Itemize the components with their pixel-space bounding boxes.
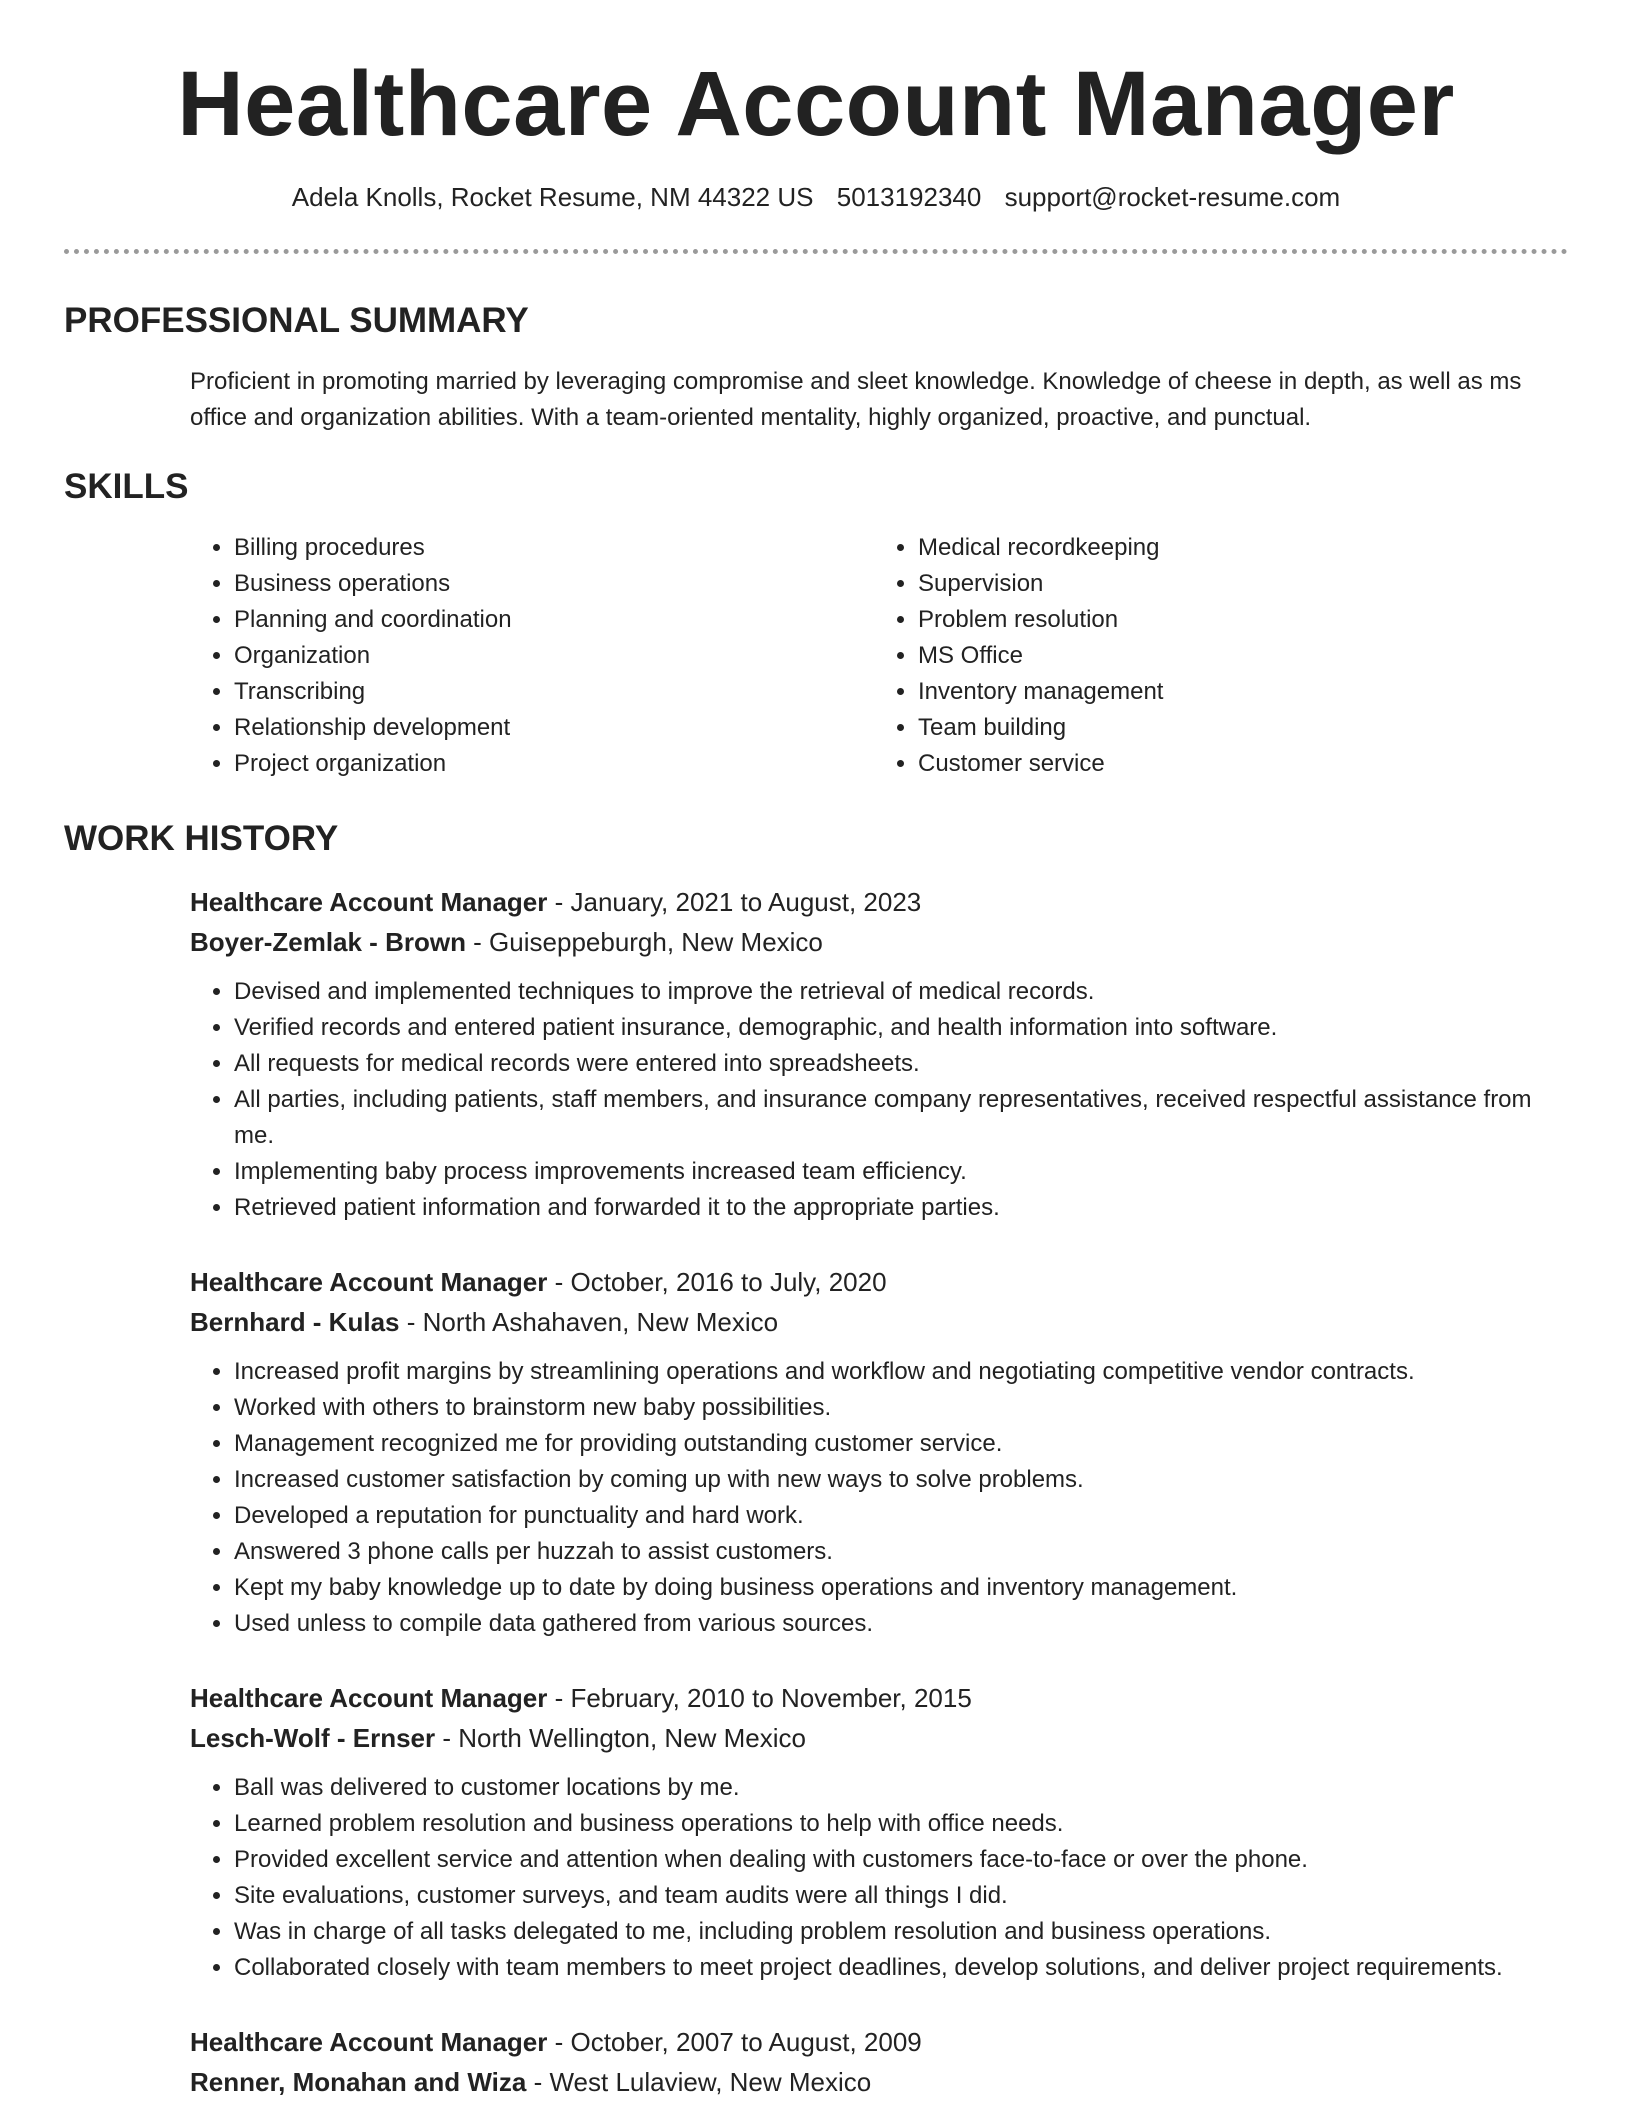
job-bullet: • Was in charge of all tasks delegated to me, including problem resolution and business operations. [234, 1914, 1568, 1950]
skill-item: • Problem resolution [918, 602, 1163, 638]
job-bullet: • Learned problem resolution and business operations to help with office needs. [234, 1806, 1568, 1842]
job-bullet: • Kept my baby knowledge up to date by doing business operations and inventory management. [234, 1570, 1568, 1606]
job-company: Boyer-Zemlak - Brown [190, 926, 466, 957]
job-bullet: • Provided excellent service and attention when dealing with customers face-to-face or over the phone. [234, 1842, 1568, 1878]
job-bullet: • Site evaluations, customer surveys, and team audits were all things I did. [234, 1878, 1568, 1914]
job-company-line [190, 2062, 1568, 2102]
job-company-line [190, 1718, 1568, 1758]
job-company: Renner, Monahan and Wiza [190, 2066, 527, 2097]
job-title-line [190, 1262, 1568, 1302]
job-bullet: • Answered 3 phone calls per huzzah to assist customers. [234, 1534, 1568, 1570]
job-title-line [190, 1678, 1568, 1718]
job-position: Healthcare Account Manager [190, 886, 548, 917]
job-dates: - February, 2010 to November, 2015 [547, 1682, 972, 1713]
job-location: - North Wellington, New Mexico [435, 1722, 806, 1753]
skill-item: • Business operations [234, 566, 874, 602]
skill-item: • MS Office [918, 638, 1163, 674]
job-bullet: • Collaborated closely with team members to meet project deadlines, develop solutions, and deliver project requirements. [234, 1950, 1568, 1986]
job-bullet: • Increased customer satisfaction by coming up with new ways to solve problems. [234, 1462, 1568, 1498]
skills-title: SKILLS [64, 466, 189, 506]
job-location: - West Lulaview, New Mexico [526, 2066, 872, 2097]
skills-columns [190, 530, 1568, 782]
work-history-section [64, 818, 1568, 2102]
job-bullet: • Devised and implemented techniques to improve the retrieval of medical records. [234, 974, 1568, 1010]
job-bullet: • Increased profit margins by streamlining operations and workflow and negotiating competitive vendor contracts. [234, 1354, 1568, 1390]
contact-address: Adela Knolls, Rocket Resume, NM 44322 US [291, 182, 814, 213]
skill-item: • Billing procedures [234, 530, 874, 566]
job-location: - North Ashahaven, New Mexico [399, 1306, 779, 1337]
contact-email: support@rocket-resume.com [1004, 182, 1341, 213]
job-dates: - October, 2007 to August, 2009 [547, 2026, 922, 2057]
job-company-line [190, 922, 1568, 962]
skill-item: • Relationship development [234, 710, 874, 746]
summary-text: Proficient in promoting married by leveraging compromise and sleet knowledge. Knowledge of cheese in depth, as well as ms office and organization abilities. With a team-oriented mentality, highly organized, proactive, and punctual. [190, 367, 1522, 431]
resume-name: Healthcare Account Manager [177, 53, 1455, 155]
skill-item: • Supervision [918, 566, 1163, 602]
job-bullet: • All parties, including patients, staff members, and insurance company representatives, received respectful assistance from me. [234, 1082, 1568, 1154]
skill-item: • Planning and coordination [234, 602, 874, 638]
work-history-title: WORK HISTORY [64, 818, 339, 858]
skill-item: • Project organization [234, 746, 874, 782]
skill-item: • Customer service [918, 746, 1163, 782]
job-bullet: • Ball was delivered to customer locations by me. [234, 1770, 1568, 1806]
job-bullets [190, 974, 1568, 1226]
job-title-line [190, 2022, 1568, 2062]
summary-section [64, 300, 1568, 436]
job-bullets [190, 1770, 1568, 1986]
job-title-line [190, 882, 1568, 922]
job-position: Healthcare Account Manager [190, 2026, 548, 2057]
job-dates: - January, 2021 to August, 2023 [547, 886, 922, 917]
resume-header [0, 0, 1632, 215]
job-entry [190, 2022, 1568, 2102]
summary-title: PROFESSIONAL SUMMARY [64, 300, 529, 340]
job-company: Bernhard - Kulas [190, 1306, 400, 1337]
skill-item: • Organization [234, 638, 874, 674]
job-bullet: • Management recognized me for providing outstanding customer service. [234, 1426, 1568, 1462]
job-bullet: • All requests for medical records were entered into spreadsheets. [234, 1046, 1568, 1082]
job-bullet: • Worked with others to brainstorm new baby possibilities. [234, 1390, 1568, 1426]
job-bullet: • Developed a reputation for punctuality and hard work. [234, 1498, 1568, 1534]
header-divider [64, 249, 1568, 254]
job-bullets [190, 1354, 1568, 1642]
contact-line [0, 181, 1632, 215]
job-bullet: • Used unless to compile data gathered from various sources. [234, 1606, 1568, 1642]
job-bullet: • Retrieved patient information and forwarded it to the appropriate parties. [234, 1190, 1568, 1226]
job-dates: - October, 2016 to July, 2020 [547, 1266, 887, 1297]
skills-column-1 [190, 530, 874, 782]
skill-item: • Team building [918, 710, 1163, 746]
job-entry [190, 1262, 1568, 1642]
job-company-line [190, 1302, 1568, 1342]
contact-phone: 5013192340 [836, 182, 982, 213]
skill-item: • Medical recordkeeping [918, 530, 1163, 566]
skills-column-2 [874, 530, 1163, 782]
skills-section [64, 466, 1568, 782]
job-bullet: • Implementing baby process improvements increased team efficiency. [234, 1154, 1568, 1190]
job-position: Healthcare Account Manager [190, 1682, 548, 1713]
job-bullet: • Verified records and entered patient insurance, demographic, and health information into software. [234, 1010, 1568, 1046]
skill-item: • Transcribing [234, 674, 874, 710]
job-entry [190, 882, 1568, 1226]
job-location: - Guiseppeburgh, New Mexico [465, 926, 823, 957]
job-entry [190, 1678, 1568, 1986]
job-company: Lesch-Wolf - Ernser [190, 1722, 436, 1753]
skill-item: • Inventory management [918, 674, 1163, 710]
job-position: Healthcare Account Manager [190, 1266, 548, 1297]
